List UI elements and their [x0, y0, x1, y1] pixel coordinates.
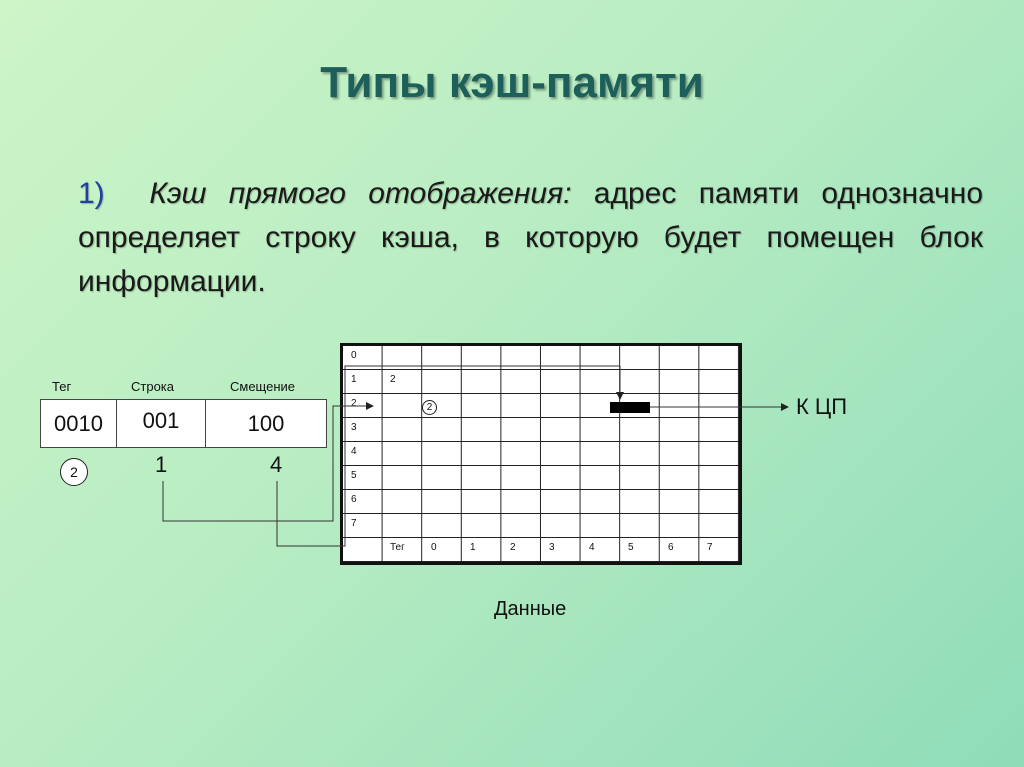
column-label: 3 [549, 542, 555, 553]
to-cpu-label: К ЦП [796, 394, 848, 419]
row-label: 2 [351, 398, 357, 409]
definition: адрес памяти однозначно определяет строку кэша, в которую будет помещен блок информации. [78, 177, 983, 298]
row1-tag-value: 2 [390, 374, 396, 385]
tag-label: Тег [52, 379, 72, 394]
memory-address [40, 399, 327, 448]
line-number: 1 [155, 452, 168, 477]
row2-step-marker: 2 [422, 400, 437, 415]
row-label: 6 [351, 494, 357, 505]
offset-field: 100 [247, 410, 285, 436]
line-field: 001 [117, 400, 206, 447]
column-label: 1 [470, 542, 476, 553]
row-label: 0 [351, 350, 357, 361]
list-number: 1) [78, 177, 105, 210]
column-label: 7 [707, 542, 713, 553]
row-label: 1 [351, 374, 357, 385]
row-label: 5 [351, 470, 357, 481]
term: Кэш прямого отображения: [149, 177, 572, 210]
column-label: 6 [668, 542, 674, 553]
row-label: 7 [351, 518, 357, 529]
offset-label: Смещение [230, 379, 296, 394]
description-paragraph [78, 172, 983, 304]
column-label: 4 [589, 542, 595, 553]
column-label: 5 [628, 542, 634, 553]
selected-data-word [610, 402, 650, 413]
offset-number: 4 [270, 452, 283, 477]
step-marker: 2 [60, 458, 88, 486]
row-label: 4 [351, 446, 357, 457]
line-label: Строка [131, 379, 175, 394]
slide-title: Типы кэш-памяти [320, 58, 704, 107]
column-label: 2 [510, 542, 516, 553]
data-caption: Данные [494, 598, 567, 620]
row-label: 3 [351, 422, 357, 433]
tag-field: 0010 [41, 400, 117, 447]
cache-table [340, 343, 742, 565]
footer-tag-label: Тег [390, 542, 405, 553]
column-label: 0 [431, 542, 437, 553]
